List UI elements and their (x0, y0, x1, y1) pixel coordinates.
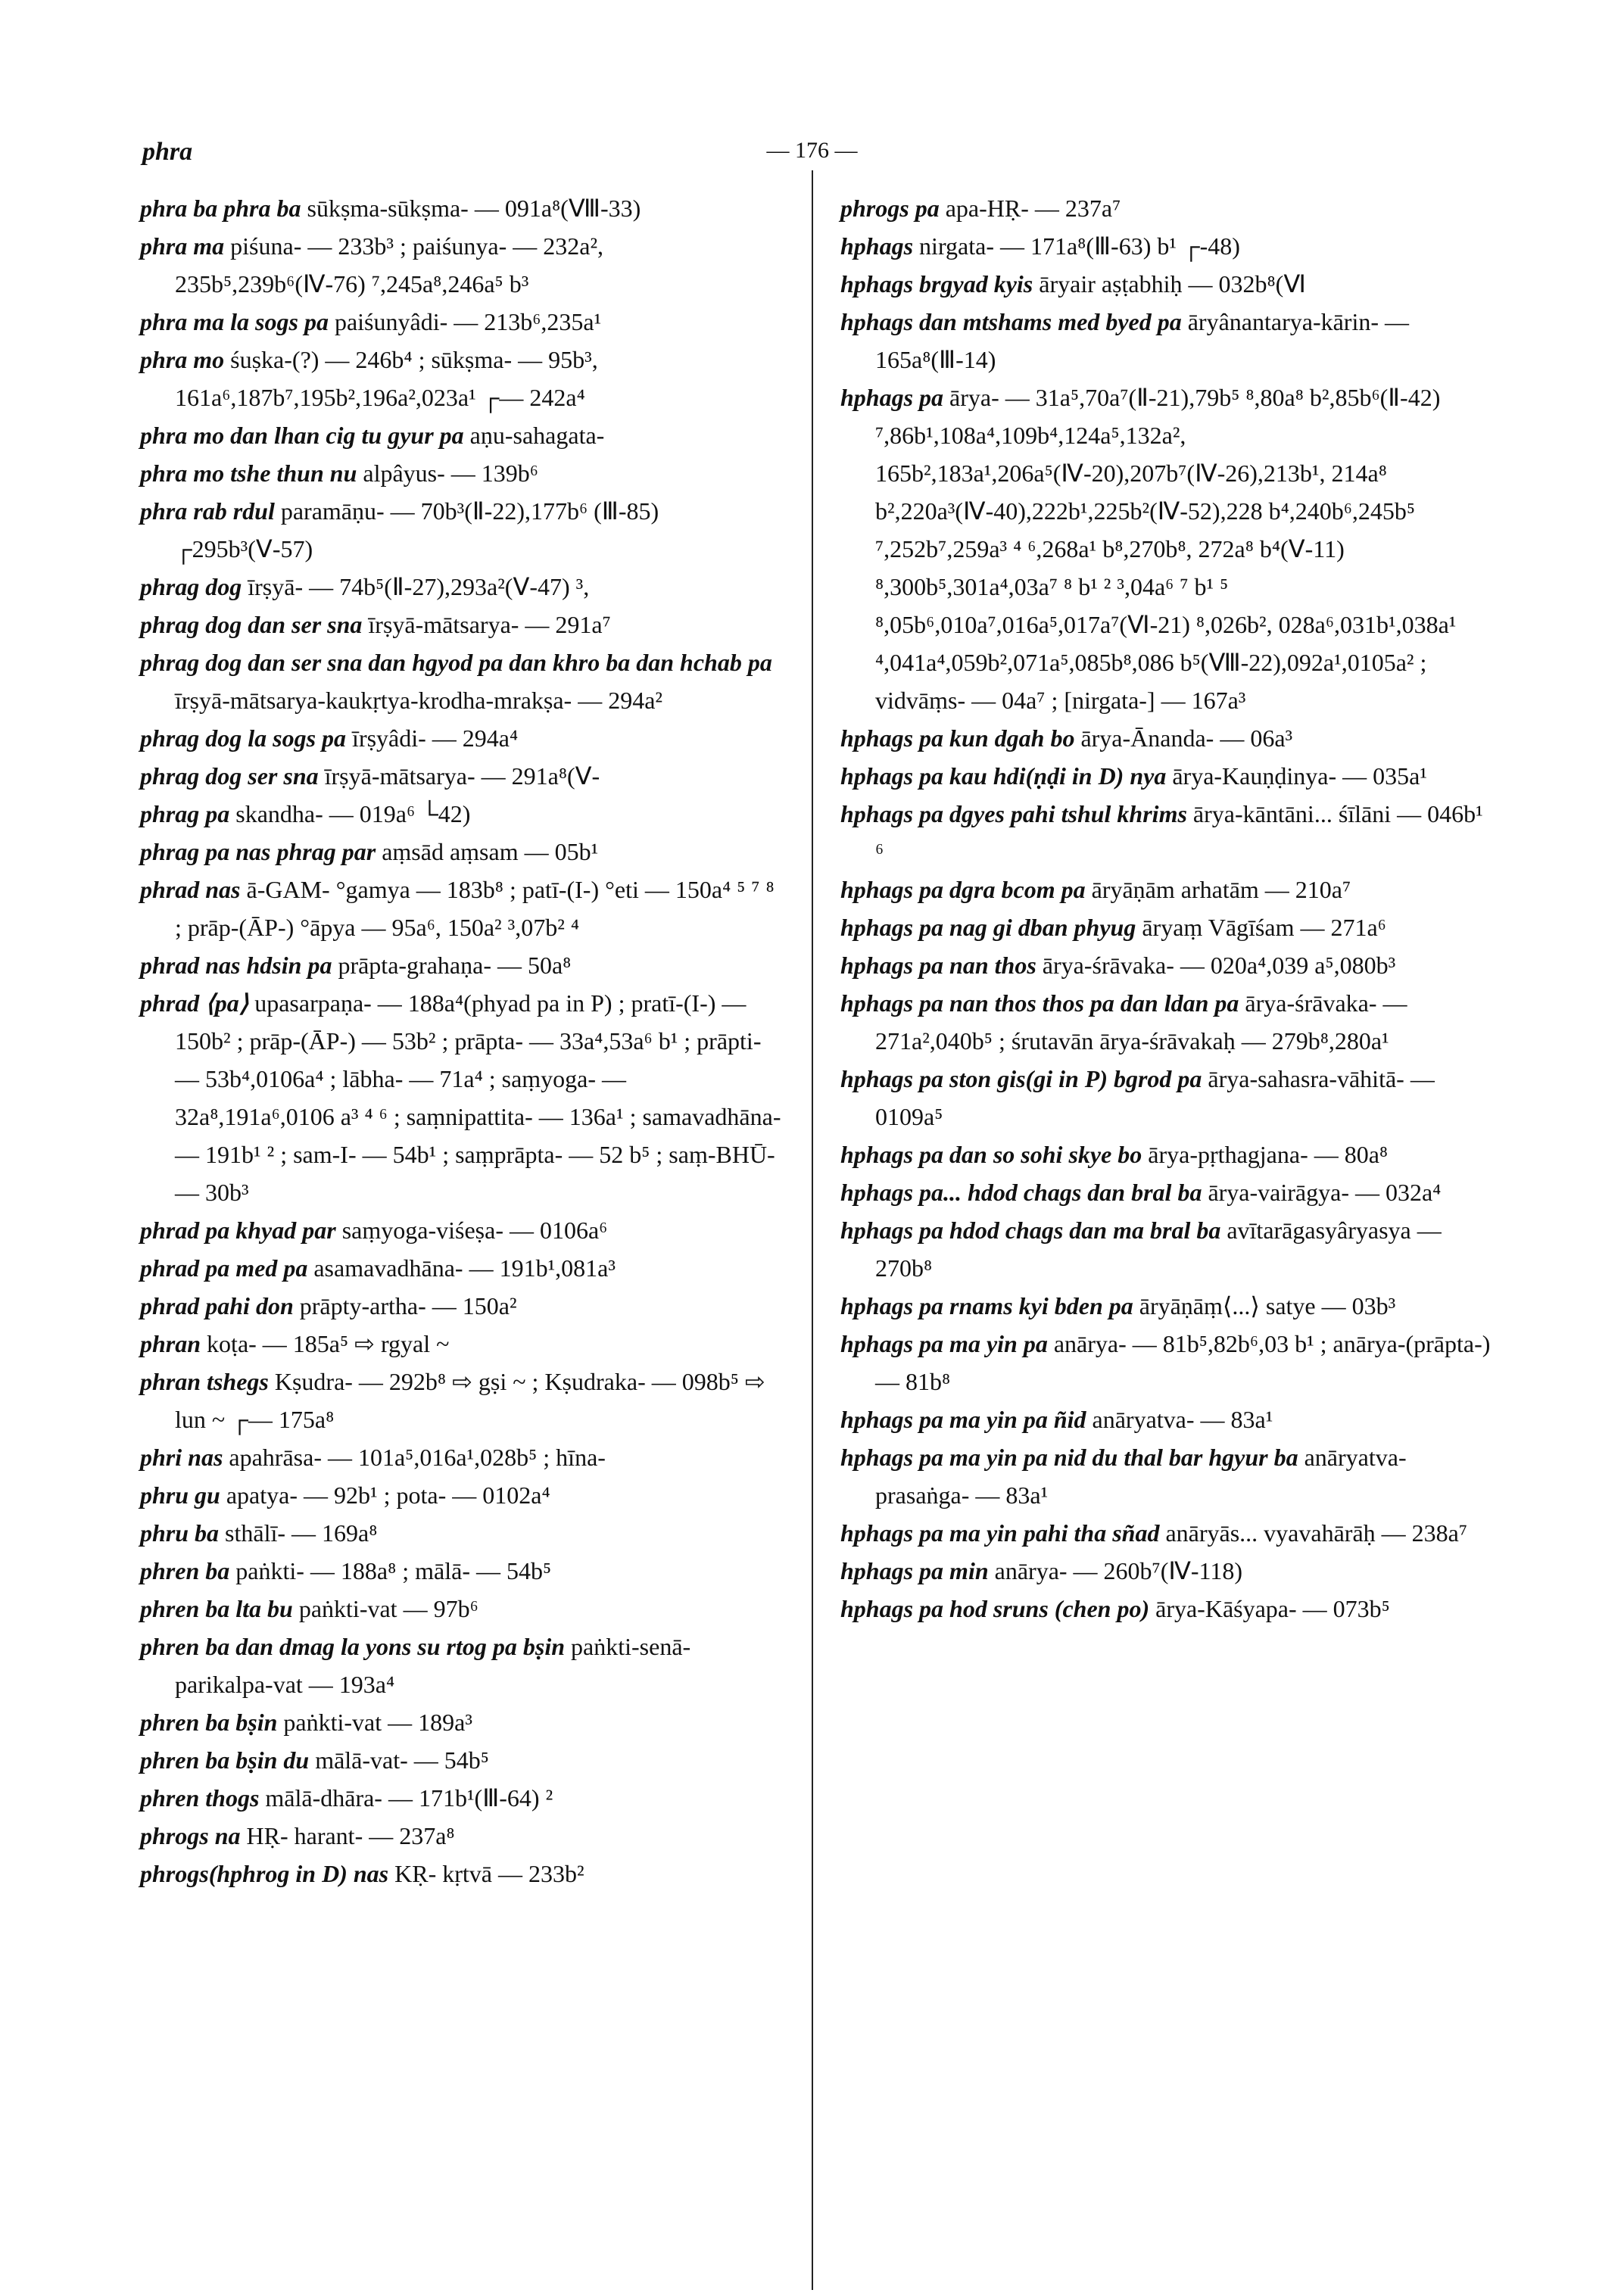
entry-headword: phru gu (140, 1481, 220, 1509)
entry-headword: phran tshegs (140, 1368, 269, 1395)
dictionary-entry (840, 1400, 1495, 1438)
entry-headword: phren thogs (140, 1784, 260, 1812)
entry-headword: hphags pa hod sruns (chen po) (840, 1595, 1150, 1622)
dictionary-entry (140, 1741, 784, 1779)
entry-definition: īrṣyā-mātsarya- — 291a⁷ (368, 611, 611, 638)
dictionary-entry (140, 946, 784, 984)
dictionary-entry (840, 1287, 1495, 1325)
entry-definition: skandha- — 019a⁶ └42) (235, 800, 471, 827)
entry-definition: anāryās... vyavahārāḥ — 238a⁷ (1165, 1519, 1467, 1547)
entry-headword: phrogs(hphrog in D) nas (140, 1860, 389, 1887)
entry-definition: avītarāgasyâryasya — 270b⁸ (875, 1217, 1442, 1282)
entry-headword: phrad pa khyad par (140, 1217, 336, 1244)
entry-headword: phrag dog (140, 573, 242, 600)
dictionary-entry (840, 1136, 1495, 1173)
entry-definition: mālā-dhāra- — 171b¹(Ⅲ-64) ² (265, 1784, 553, 1812)
dictionary-entry (840, 871, 1495, 908)
entry-definition: ārya- — 31a⁵,70a⁷(Ⅱ-21),79b⁵ ⁸,80a⁸ b²,85b⁶(Ⅱ-42) ⁷,86b¹,108a⁴,109b⁴,124a⁵,132a², 165b²,183a¹,206a⁵(Ⅳ-20),207b⁷(Ⅳ-26),213b¹, 214a⁸ b²,220a³(Ⅳ-40),222b¹,225b²(Ⅳ-52),228 b⁴,240b⁶,245b⁵ ⁷,252b⁷,259a³ ⁴ ⁶,268a¹ b⁸,270b⁸, 272a⁸ b⁴(Ⅴ-11) ⁸,300b⁵,301a⁴,03a⁷ ⁸ b¹ ² ³,04a⁶ ⁷ b¹ ⁵ ⁸,05b⁶,010a⁷,016a⁵,017a⁷(Ⅵ-21) ⁸,026b², 028a⁶,031b¹,038a¹ ⁴,041a⁴,059b²,071a⁵,085b⁸,086 b⁵(Ⅷ-22),092a¹,0105a² ; vidvāṃs- — 04a⁷ ; [nirgata-] — 167a³ (875, 384, 1457, 714)
dictionary-entry (140, 189, 784, 227)
dictionary-entry (140, 1779, 784, 1817)
dictionary-entry (840, 1438, 1495, 1514)
dictionary-entry (840, 757, 1495, 795)
entry-definition: prāpta-grahaṇa- — 50a⁸ (338, 952, 572, 979)
entry-headword: phra mo (140, 346, 225, 373)
entry-headword: phrogs na (140, 1822, 241, 1849)
entry-headword: phren ba dan dmag la yons su rtog pa bṣin (140, 1633, 566, 1660)
entry-headword: phra mo dan lhan cig tu gyur pa (140, 422, 464, 449)
entry-headword: hphags pa (840, 384, 944, 411)
entry-headword: phrad ⟨pa⟩ (140, 989, 249, 1017)
entry-headword: phrad pahi don (140, 1292, 294, 1319)
entry-headword: phrag dog dan ser sna (140, 611, 363, 638)
entry-definition: upasarpaṇa- — 188a⁴(phyad pa in P) ; pratī-(I-) — 150b² ; prāp-(ĀP-) — 53b² ; prāpta- — 33a⁴,53a⁶ b¹ ; prāpti- — 53b⁴,0106a⁴ ; lābha- — 71a⁴ ; saṃyoga- — 32a⁸,191a⁶,0106 a³ ⁴ ⁶ ; saṃnipattita- — 136a¹ ; samavadhāna- — 191b¹ ² ; sam-I- — 54b¹ ; saṃprāpta- — 52 b⁵ ; saṃ-BHŪ- — 30b³ (175, 989, 781, 1206)
entry-headword: hphags pa nan thos thos pa dan ldan pa (840, 989, 1239, 1017)
entry-definition: sūkṣma-sūkṣma- — 091a⁸(Ⅷ-33) (307, 195, 641, 222)
entry-headword: phrad nas hdsin pa (140, 952, 332, 979)
dictionary-entry (840, 719, 1495, 757)
entry-definition: alpâyus- — 139b⁶ (363, 460, 538, 487)
entry-headword: hphags pa ma yin pa ñid (840, 1406, 1086, 1433)
dictionary-entry (140, 1552, 784, 1590)
dictionary-entry (840, 227, 1495, 265)
entry-definition: koṭa- — 185a⁵ ⇨ rgyal ~ (207, 1330, 450, 1357)
left-column (140, 189, 784, 1893)
entry-headword: phra rab rdul (140, 497, 275, 525)
entry-definition: ārya-sahasra-vāhitā- — 0109a⁵ (875, 1065, 1435, 1130)
entry-headword: phra ma la sogs pa (140, 308, 329, 335)
dictionary-entry (140, 1703, 784, 1741)
entry-headword: phra ma (140, 232, 225, 260)
entry-headword: hphags pa kau hdi(ṇḍi in D) nya (840, 762, 1167, 790)
entry-definition: āryair aṣṭabhiḥ — 032b⁸(Ⅵ (1039, 270, 1306, 298)
dictionary-entry (840, 265, 1495, 303)
entry-definition: prāpty-artha- — 150a² (299, 1292, 517, 1319)
entry-headword: phrad nas (140, 876, 241, 903)
entry-definition: apa-HṚ- — 237a⁷ (945, 195, 1121, 222)
running-header: phra (142, 138, 193, 166)
entry-definition: sthālī- — 169a⁸ (225, 1519, 378, 1547)
entry-definition: paṅkti-senā-parikalpa-vat — 193a⁴ (175, 1633, 691, 1698)
entry-headword: phrag dog ser sna (140, 762, 319, 790)
dictionary-entry (140, 1855, 784, 1893)
dictionary-entry (140, 1363, 784, 1438)
entry-definition: asamavadhāna- — 191b¹,081a³ (313, 1254, 616, 1282)
entry-headword: phrag dog la sogs pa (140, 724, 347, 752)
entry-definition: ārya-śrāvaka- — 020a⁴,039 a⁵,080b³ (1042, 952, 1396, 979)
dictionary-entry (140, 492, 784, 568)
entry-definition: ā-GAM- °gamya — 183b⁸ ; patī-(I-) °eti — 150a⁴ ⁵ ⁷ ⁸ ; prāp-(ĀP-) °āpya — 95a⁶, 150a² ³,07b² ⁴ (175, 876, 775, 941)
dictionary-entry (840, 946, 1495, 984)
dictionary-entry (140, 1628, 784, 1703)
dictionary-entry (140, 1211, 784, 1249)
dictionary-entry (140, 643, 784, 719)
entry-headword: phrag pa (140, 800, 230, 827)
dictionary-entry (140, 719, 784, 757)
entry-headword: hphags pa nan thos (840, 952, 1036, 979)
entry-definition: āryaṃ Vāgīśam — 271a⁶ (1142, 914, 1386, 941)
dictionary-entry (840, 1590, 1495, 1628)
dictionary-entry (840, 1552, 1495, 1590)
entry-headword: hphags pa dgyes pahi tshul khrims (840, 800, 1187, 827)
entry-definition: ārya-pṛthagjana- — 80a⁸ (1148, 1141, 1389, 1168)
entry-definition: paṅkti- — 188a⁸ ; mālā- — 54b⁵ (235, 1557, 552, 1584)
right-column (840, 189, 1495, 1628)
dictionary-entry (840, 189, 1495, 227)
dictionary-entry (140, 833, 784, 871)
entry-definition: anārya- — 81b⁵,82b⁶,03 b¹ ; anārya-(prāpta-) — 81b⁸ (875, 1330, 1491, 1395)
dictionary-entry (140, 1590, 784, 1628)
entry-headword: hphags brgyad kyis (840, 270, 1033, 298)
dictionary-entry (140, 1325, 784, 1363)
entry-definition: aṇu-sahagata- (469, 422, 605, 449)
entry-definition: āryânantarya-kārin- — 165a⁸(Ⅲ-14) (875, 308, 1409, 373)
entry-definition: paiśunyâdi- — 213b⁶,235a¹ (334, 308, 602, 335)
entry-definition: aṃsād aṃsam — 05b¹ (382, 838, 599, 865)
entry-headword: hphags pa kun dgah bo (840, 724, 1075, 752)
entry-headword: phren ba bṣin du (140, 1746, 310, 1774)
entry-headword: hphags (840, 232, 914, 260)
dictionary-entry (140, 757, 784, 795)
entry-definition: ārya-vairāgya- — 032a⁴ (1208, 1179, 1442, 1206)
entry-definition: paṅkti-vat — 189a³ (283, 1709, 472, 1736)
entry-definition: anāryatva- — 83a¹ (1092, 1406, 1273, 1433)
entry-headword: phru ba (140, 1519, 220, 1547)
dictionary-entry (840, 1514, 1495, 1552)
entry-headword: hphags pa dgra bcom pa (840, 876, 1086, 903)
entry-definition: anāryatva-prasaṅga- — 83a¹ (875, 1444, 1407, 1509)
entry-definition: ārya-kāntāni... śīlāni — 046b¹ ⁶ (875, 800, 1483, 865)
entry-headword: hphags pa rnams kyi bden pa (840, 1292, 1133, 1319)
dictionary-entry (140, 341, 784, 416)
dictionary-entry (840, 1060, 1495, 1136)
entry-definition: mālā-vat- — 54b⁵ (315, 1746, 489, 1774)
entry-headword: phran (140, 1330, 201, 1357)
dictionary-entry (840, 984, 1495, 1060)
entry-definition: apahrāsa- — 101a⁵,016a¹,028b⁵ ; hīna- (229, 1444, 606, 1471)
entry-headword: hphags pa ma yin pahi tha sñad (840, 1519, 1160, 1547)
dictionary-entry (140, 1514, 784, 1552)
dictionary-entry (840, 795, 1495, 871)
dictionary-entry (840, 303, 1495, 379)
entry-headword: phrag pa nas phrag par (140, 838, 376, 865)
entry-headword: hphags pa ston gis(gi in P) bgrod pa (840, 1065, 1202, 1092)
entry-definition: ārya-śrāvaka- — 271a²,040b⁵ ; śrutavān ārya-śrāvakaḥ — 279b⁸,280a¹ (875, 989, 1407, 1055)
entry-definition: āryāṇām arhatām — 210a⁷ (1091, 876, 1351, 903)
dictionary-entry (140, 1476, 784, 1514)
entry-headword: phren ba bṣin (140, 1709, 278, 1736)
entry-headword: hphags pa ma yin pa (840, 1330, 1048, 1357)
dictionary-entry (140, 1438, 784, 1476)
dictionary-entry (140, 454, 784, 492)
entry-definition: Kṣudra- — 292b⁸ ⇨ gṣi ~ ; Kṣudraka- — 098b⁵ ⇨ lun ~ ┌— 175a⁸ (175, 1368, 765, 1433)
dictionary-entry (140, 795, 784, 833)
entry-headword: phren ba (140, 1557, 230, 1584)
dictionary-entry (140, 1287, 784, 1325)
entry-headword: phri nas (140, 1444, 223, 1471)
entry-headword: phrag dog dan ser sna dan hgyod pa dan khro ba dan hchab pa (140, 649, 772, 676)
dictionary-entry (840, 1173, 1495, 1211)
dictionary-entry (140, 416, 784, 454)
page-number: — 176 — (766, 138, 858, 163)
dictionary-entry (840, 1211, 1495, 1287)
entry-headword: hphags dan mtshams med byed pa (840, 308, 1182, 335)
entry-headword: phrogs pa (840, 195, 940, 222)
dictionary-entry (840, 379, 1495, 719)
entry-definition: ārya-Kāśyapa- — 073b⁵ (1155, 1595, 1390, 1622)
entry-headword: phra mo tshe thun nu (140, 460, 357, 487)
entry-headword: phrad pa med pa (140, 1254, 308, 1282)
entry-headword: hphags pa dan so sohi skye bo (840, 1141, 1142, 1168)
dictionary-entry (840, 908, 1495, 946)
entry-definition: paṅkti-vat — 97b⁶ (298, 1595, 478, 1622)
entry-definition: ārya-Kauṇḍinya- — 035a¹ (1172, 762, 1427, 790)
entry-headword: hphags pa min (840, 1557, 989, 1584)
dictionary-entry (140, 227, 784, 303)
entry-headword: phra ba phra ba (140, 195, 301, 222)
column-divider (812, 170, 813, 2290)
dictionary-entry (140, 1249, 784, 1287)
entry-definition: anārya- — 260b⁷(Ⅳ-118) (994, 1557, 1243, 1584)
dictionary-entry (140, 984, 784, 1211)
entry-definition: KṚ- kṛtvā — 233b² (394, 1860, 584, 1887)
entry-definition: paramāṇu- — 70b³(Ⅱ-22),177b⁶ (Ⅲ-85) ┌295b³(Ⅴ-57) (175, 497, 659, 562)
entry-definition: īrṣyā-mātsarya-kaukṛtya-krodha-mrakṣa- — 294a² (175, 687, 662, 714)
entry-headword: hphags pa hdod chags dan ma bral ba (840, 1217, 1221, 1244)
entry-definition: āryāṇāṃ⟨...⟩ satye — 03b³ (1139, 1292, 1396, 1319)
dictionary-entry (140, 871, 784, 946)
entry-headword: hphags pa ma yin pa nid du thal bar hgyur ba (840, 1444, 1298, 1471)
dictionary-entry (140, 303, 784, 341)
entry-definition: piśuna- — 233b³ ; paiśunya- — 232a², 235b⁵,239b⁶(Ⅳ-76) ⁷,245a⁸,246a⁵ b³ (175, 232, 604, 298)
entry-definition: HṚ- harant- — 237a⁸ (246, 1822, 455, 1849)
entry-headword: hphags pa... hdod chags dan bral ba (840, 1179, 1202, 1206)
dictionary-entry (840, 1325, 1495, 1400)
dictionary-entry (140, 568, 784, 606)
entry-definition: śuṣka-(?) — 246b⁴ ; sūkṣma- — 95b³, 161a⁶,187b⁷,195b²,196a²,023a¹ ┌— 242a⁴ (175, 346, 598, 411)
entry-headword: phren ba lta bu (140, 1595, 293, 1622)
entry-definition: apatya- — 92b¹ ; pota- — 0102a⁴ (226, 1481, 550, 1509)
entry-definition: saṃyoga-viśeṣa- — 0106a⁶ (341, 1217, 608, 1244)
entry-definition: nirgata- — 171a⁸(Ⅲ-63) b¹ ┌-48) (919, 232, 1240, 260)
dictionary-entry (140, 1817, 784, 1855)
entry-definition: īrṣyâdi- — 294a⁴ (352, 724, 519, 752)
entry-headword: hphags pa nag gi dban phyug (840, 914, 1136, 941)
entry-definition: īrṣyā- — 74b⁵(Ⅱ-27),293a²(Ⅴ-47) ³, (248, 573, 590, 600)
entry-definition: ārya-Ānanda- — 06a³ (1080, 724, 1293, 752)
entry-definition: īrṣyā-mātsarya- — 291a⁸(Ⅴ- (324, 762, 600, 790)
dictionary-entry (140, 606, 784, 643)
